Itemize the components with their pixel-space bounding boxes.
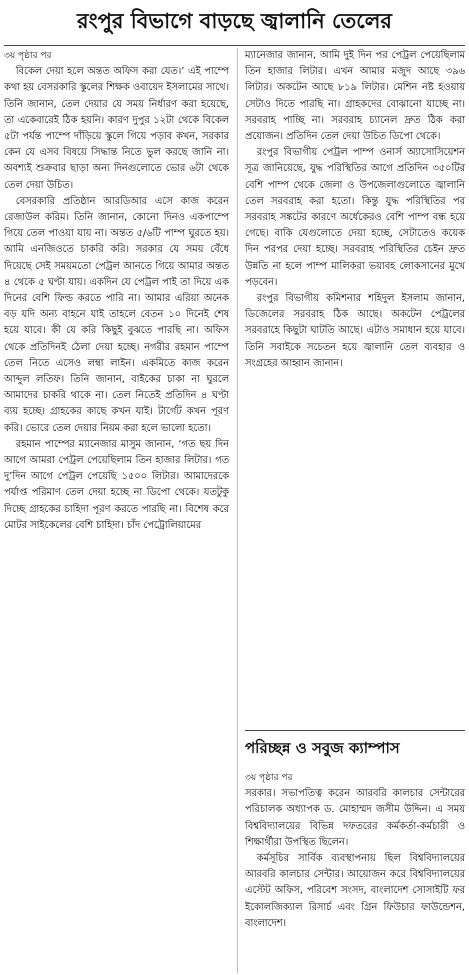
paragraph: ম্যানেজার জানান, আমি দুই দিন পর পেট্রল পেয়েছিলাম তিন হাজার লিটার। এখন আমার মজুদ আছে ৩৯৬ লিটার। অকটেন আছে ৮১৯ লিটার। মেশিন নষ্ট হওয়ায় সেটাও দিতে পারছি না। গ্রাহকদের বোঝানো যাচ্ছে না। সরবরাহ পাচ্ছি না। সরবরাহ চ্যানেল দ্রুত ঠিক করা প্রয়োজন। প্রতিদিন তেল দেয়া উচিত ডিপো থেকে। xyxy=(245,50,465,143)
right-column-top xyxy=(245,48,465,726)
subheadline: পরিচ্ছন্ন ও সবুজ ক্যাম্পাস xyxy=(245,738,400,757)
paragraph: কর্মসূচির সার্বিক ব্যবস্থাপনায় ছিল বিশ্ববিদ্যালয়ের আরবরি কালচার সেন্টার। আয়োজন করে বিশ্ববিদ্যালয়ের এস্টেট অফিস, পরিবেশ সংসদ, বাংলাদেশ সোসাইটি ফর ইকোলজিক্যাল রিসার্চ এবং গ্রিন ফিউচার ফাউন্ডেশন, বাংলাদেশ। xyxy=(245,853,465,929)
paragraph: রহমান পাম্পের ম্যানেজার মাসুম জানান, ‘গত ছয় দিন আগে আমরা পেট্রল পেয়েছিলাম তিন হাজার লিটার। গত দু’দিন আগে পেট্রল পেয়েছি ১৫০০ লিটার। আমাদেরকে পর্যাপ্ত পরিমাণ তেল দেয়া হচ্ছে না ডিপো থেকে। যতটুকু দিচ্ছে গ্রাহকের চাহিদা পূরণ করতে পারছি না। বিশেষ করে মোটর সাইকেলের বেশি চাহিদা। চাঁদ পেট্রোলিয়ামের xyxy=(4,438,229,531)
section-rule xyxy=(245,730,465,731)
paragraph: বেসরকারি প্রতিষ্ঠান আরডিআর এসে কাজ করেন রেজাউল করিম। তিনি জানান, কোনো দিনও একপাম্পে গিয়ে তেল পাওয়া যায় না। অন্তত ৫/৬টি পাম্প ঘুরতে হয়। আমি এনজিওতে চাকরি করি। সরকার যে সময় বেঁধে দিয়েছে সেই সময়মতো পেট্রল আনতে গিয়ে আমার অন্তত ৪ থেকে ৫ ঘণ্টা যায়। একদিন যে পেট্রল পাই তা দিয়ে এক দিনের বেশি ফিল্ড করতে পারি না। আমার এরিয়া অনেক বড় যদি অন্য বাহনে যাই তাহলে বেতন ১০ দিনেই শেষ হয়ে যাবে। কী যে করি কিছুই বুঝতে পারছি না। অফিস থেকে প্রতিদিনই ঠেলা দেয়া হচ্ছে। নগরীর রহমান পাম্পে তেল নিতে এসেও লম্বা লাইন। একমিতে কাজ করেন আব্দুল লতিফ। তিনি জানান, বাইকের চাকা না ঘুরলে আমাদের চাকরি থাকে না। তেল নিতেই প্রতিদিন ৪ ঘণ্টা ব্যয় হচ্ছে। গ্রাহকের কাছে কখন যাই। টার্গেট কখন পূরণ করি। ভোরে তেল দেয়ার নিয়ম করা হলে ভালো হতো। xyxy=(4,195,229,434)
headline: রংপুর বিভাগে বাড়ছে জ্বালানি তেলের xyxy=(77,8,392,33)
left-column xyxy=(4,48,229,973)
continuation-note: ৩য় পৃষ্ঠার পর xyxy=(4,51,52,61)
column-divider xyxy=(237,48,238,973)
paragraph: বিকেল দেয়া হলে অন্তত অফিস করা যেত।’ এই পাম্পে কথা হয় বেসরকারি স্কুলের শিক্ষক ওবায়েদ ইসলামের সাথে। তিনি জানান, তেল দেয়ার যে সময় নির্ধারণ করা হয়েছে, তা একেবারেই ঠিক হয়নি। কারণ দুপুর ১২টা থেকে বিকেল ৫টা পর্যন্ত পাম্পে দাঁড়িয়ে স্কুলে গিয়ে পড়াব কখন, সরকার কেন যে এসব বিষয়ে সিদ্ধান্ত নিতে ভুল করছে জানি না। অবশ্যই শুক্রবার ছাড়া অন্য দিনগুলোতে ভোর ৬টা থেকে তেল দেয়া উচিত। xyxy=(4,66,229,191)
continuation-note: ৩য় পৃষ্ঠার পর xyxy=(245,773,293,783)
paragraph: সরকার। সভাপতিত্ব করেন আরবরি কালচার সেন্টারের পরিচালক অধ্যাপক ড. মোহাম্মদ জসীম উদ্দিন। এ সময় বিশ্ববিদ্যালয়ের বিভিন্ন দফতরের কর্মকর্তা-কর্মচারী ও শিক্ষার্থীরা উপস্থিত ছিলেন। xyxy=(245,788,465,848)
paragraph: রংপুর বিভাগীয় কমিশনার শহিদুল ইসলাম জানান, ডিজেলের সরবরাহ ঠিক আছে। অকটেন পেট্রলের সরবরাহে কিছুটা ঘাটতি আছে। এটাও সমাধান হয়ে যাবে। তিনি সবাইকে সচেতন হয়ে জ্বালানি তেল ব্যবহার ও সংগ্রহের আহ্বান জানান। xyxy=(245,293,465,369)
headline-rule xyxy=(4,45,465,46)
paragraph: রংপুর বিভাগীয় পেট্রল পাম্প ওনার্স অ্যাসোসিয়েশন সূত্র জানিয়েছে, যুদ্ধ পরিস্থিতির আগে প্রতিদিন ৩৫০টির বেশি পাম্প থেকে জেলা ও উপজেলাগুলোতে জ্বালানি তেল সরবরাহ করা হতো। কিন্তু যুদ্ধ পরিস্থিতির পর সরবরাহ সঙ্কটের কারণে অর্ধেকেরও বেশি পাম্প বন্ধ হয়ে গেছে। বাকি যেগুলোতে দেয়া হচ্ছে, সেটাতেও কয়েক দিন পরপর দেয়া হচ্ছে। সরবরাহ পরিস্থিতির চেইন দ্রুত উন্নতি না হলে পাম্প মালিকরা ভয়াবহ লোকসানের মুখে পড়বেন। xyxy=(245,147,465,288)
right-column-bottom xyxy=(245,770,465,973)
